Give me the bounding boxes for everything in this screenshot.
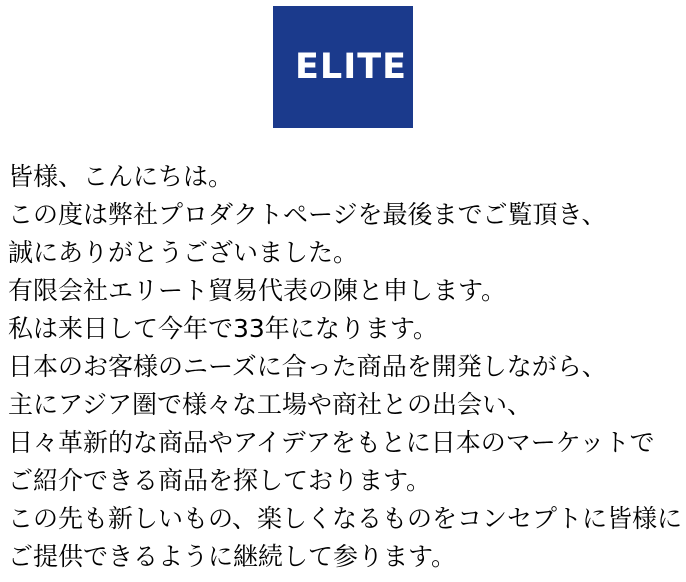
message-line: 主にアジア圏で様々な工場や商社との出会い、 <box>8 390 533 419</box>
message-line: ご紹介できる商品を探しております。 <box>8 466 432 495</box>
elite-logo <box>273 6 413 128</box>
message-line: 私は来日して今年で33年になります。 <box>8 314 438 343</box>
message-line: 日本のお客様のニーズに合った商品を開発しながら、 <box>8 352 607 381</box>
message-line: 誠にありがとうございました。 <box>8 238 359 267</box>
message-line: ご提供できるように継続して参ります。 <box>8 542 457 571</box>
logo-text: ELITE <box>295 47 408 87</box>
logo-area <box>0 0 686 128</box>
message-line: この度は弊社プロダクトページを最後までご覧頂き、 <box>8 200 607 229</box>
greeting-message <box>8 158 683 576</box>
message-line: この先も新しいもの、楽しくなるものをコンセプトに皆様に <box>8 504 683 533</box>
message-line: 日々革新的な商品やアイデアをもとに日本のマーケットで <box>8 428 655 457</box>
message-line: 有限会社エリート貿易代表の陳と申します。 <box>8 276 507 305</box>
message-line: 皆様、こんにちは。 <box>8 162 234 191</box>
